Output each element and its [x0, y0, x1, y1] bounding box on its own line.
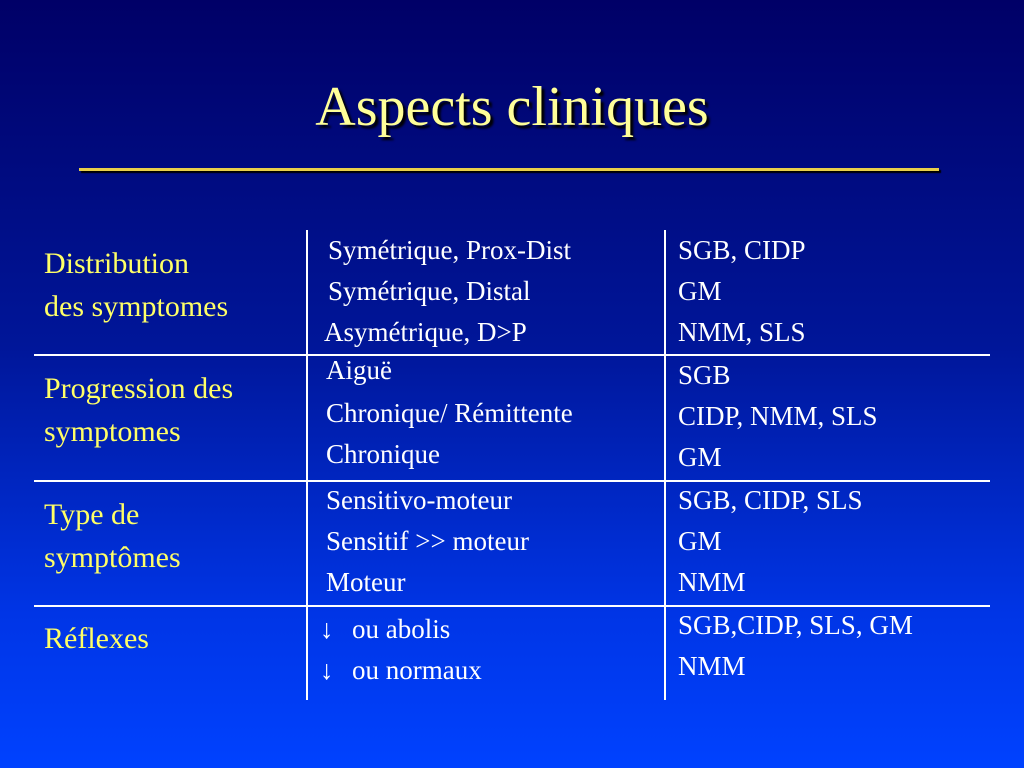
- desc-line: Sensitif >> moteur: [326, 526, 529, 556]
- syndrome-line: GM: [678, 276, 722, 306]
- syndrome-line: SGB, CIDP: [678, 235, 806, 265]
- row-label-progression: [44, 367, 233, 453]
- syndrome-line: SGB,CIDP, SLS, GM: [678, 610, 913, 640]
- desc-line: Symétrique, Prox-Dist: [328, 235, 571, 265]
- row-label-reflexes: [44, 617, 149, 660]
- row-desc-progression: [326, 354, 573, 475]
- row-label-line: des symptomes: [44, 290, 229, 323]
- row-label-line: symptômes: [44, 541, 181, 574]
- row-label-line: Réflexes: [44, 622, 149, 655]
- syndrome-line: CIDP, NMM, SLS: [678, 401, 878, 431]
- syndrome-line: GM: [678, 526, 722, 556]
- row-desc-type: [326, 480, 529, 603]
- row-syndromes-type: [678, 480, 863, 603]
- row-label-line: Progression des: [44, 372, 234, 405]
- syndrome-line: NMM: [678, 651, 746, 681]
- slide-title: Aspects cliniques: [315, 76, 709, 138]
- desc-line: Asymétrique, D>P: [324, 317, 527, 347]
- desc-text: ou abolis: [352, 614, 451, 644]
- column-divider-2: [664, 230, 666, 700]
- syndrome-line: NMM: [678, 567, 746, 597]
- syndrome-line: GM: [678, 442, 722, 472]
- row-label-distribution: [44, 242, 228, 328]
- row-syndromes-reflexes: [678, 605, 913, 687]
- syndrome-line: SGB: [678, 360, 731, 390]
- row-desc-reflexes: [320, 609, 482, 691]
- row-label-line: Distribution: [44, 247, 190, 280]
- desc-line: Symétrique, Distal: [328, 276, 531, 306]
- column-divider-1: [306, 230, 308, 700]
- row-label-line: Type de: [44, 498, 140, 531]
- syndrome-line: NMM, SLS: [678, 317, 806, 347]
- syndrome-line: SGB, CIDP, SLS: [678, 485, 863, 515]
- desc-line: [320, 650, 482, 691]
- row-syndromes-progression: [678, 355, 878, 478]
- desc-line: Chronique/ Rémittente: [326, 398, 573, 428]
- desc-line: [320, 609, 482, 650]
- desc-line: Chronique: [326, 439, 440, 469]
- desc-line: Moteur: [326, 567, 406, 597]
- row-desc-distribution: [326, 230, 571, 353]
- row-label-type: [44, 493, 181, 579]
- desc-line: Aiguë: [326, 355, 392, 385]
- row-syndromes-distribution: [678, 230, 806, 353]
- arrow-down-icon: ↓: [320, 614, 334, 644]
- row-label-line: symptomes: [44, 415, 181, 448]
- desc-line: Sensitivo-moteur: [326, 485, 512, 515]
- arrow-down-icon: ↓: [320, 655, 334, 685]
- desc-text: ou normaux: [352, 655, 482, 685]
